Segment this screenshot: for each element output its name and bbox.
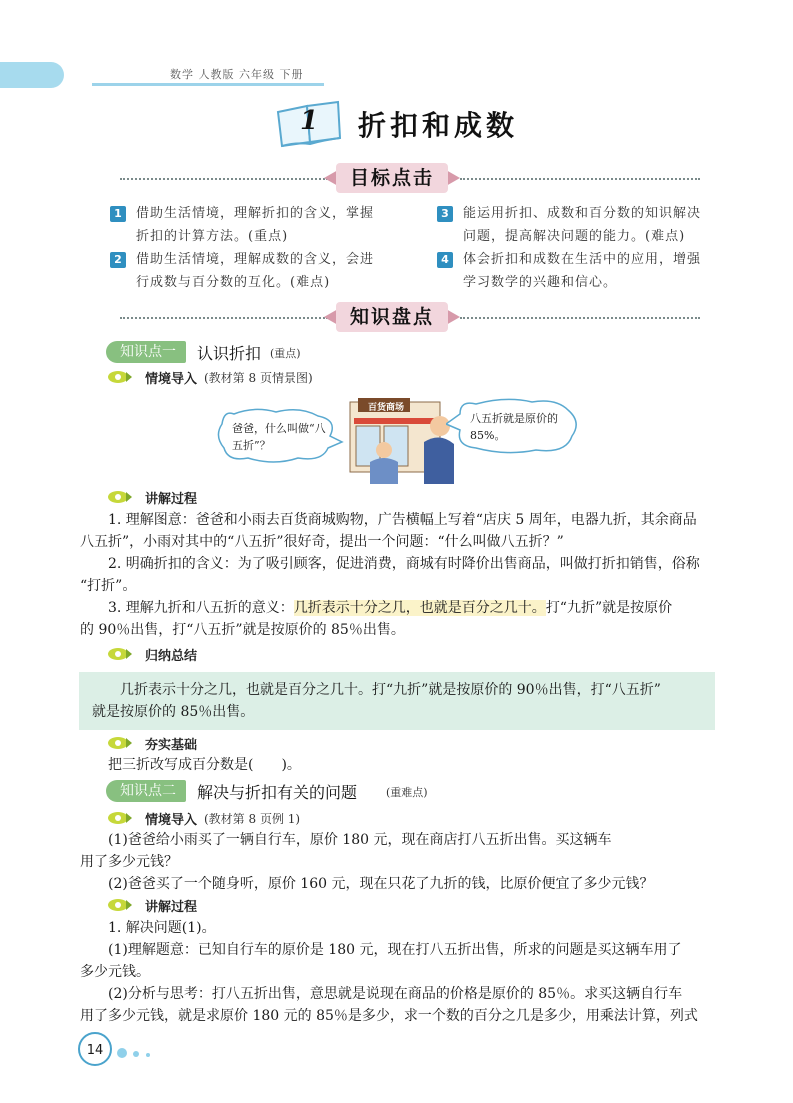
- goal-number-2: 2: [110, 252, 126, 268]
- book-label: 数学 人教版 六年级 下册: [170, 68, 304, 81]
- divider-left-2: [120, 317, 328, 319]
- explain2-s1: 1. 解决问题(1)。: [108, 920, 216, 936]
- header-rule: [92, 83, 324, 86]
- explain1-p2b: “打折”。: [80, 578, 137, 594]
- bullet-icon: [108, 371, 132, 383]
- goal-4: [463, 248, 701, 294]
- goal-2: [136, 248, 374, 294]
- page-dot: [133, 1051, 139, 1057]
- kp1-title: 认识折扣: [197, 344, 262, 363]
- summary-line2: 就是按原价的 85％出售。: [92, 704, 255, 720]
- bullet-icon: [108, 737, 132, 749]
- explain1-label: 讲解过程: [145, 492, 198, 507]
- kp1-sub: (重点): [270, 347, 301, 360]
- ribbon-right-2: [446, 309, 460, 325]
- intro2-sub: (教材第 8 页例 1): [204, 812, 301, 826]
- explain1-p1a: 1. 理解图意：爸爸和小雨去百货商城购物，广告横幅上写着“店庆 5 周年，电器九折，其余商品: [108, 512, 697, 528]
- divider-left: [120, 178, 328, 180]
- bullet-icon: [108, 899, 132, 911]
- intro2-q1b: 用了多少元钱？: [80, 854, 178, 870]
- practice-label: 夯实基础: [145, 738, 198, 753]
- intro2-q1a: (1)爸爸给小雨买了一辆自行车，原价 180 元，现在商店打八五折出售。买这辆车: [108, 832, 612, 848]
- intro2-body: [80, 829, 720, 895]
- ribbon-right: [446, 170, 460, 186]
- goal-4-line1: 体会折扣和成数在生活中的应用，增强: [463, 252, 702, 267]
- goal-1: [136, 202, 374, 248]
- kp1-tag: 知识点一: [106, 341, 186, 363]
- explain1-p3-pre: 3. 理解九折和八五折的意义：: [108, 600, 294, 616]
- page-dot: [117, 1048, 127, 1058]
- intro2-label: 情境导入: [145, 813, 198, 828]
- explain2-body: [80, 917, 720, 1027]
- explain1-p3-highlight: 几折表示十分之几，也就是百分之几十。: [293, 600, 546, 616]
- bullet-icon: [108, 491, 132, 503]
- kp2-tag: 知识点二: [106, 780, 186, 802]
- explain2-s2a: (1)理解题意：已知自行车的原价是 180 元，现在打八五折出售，所求的问题是买这辆车用了: [108, 942, 682, 958]
- divider-right: [460, 178, 700, 180]
- goal-4-line2: 学习数学的兴趣和信心。: [463, 275, 618, 290]
- explain1-p3a: [80, 597, 720, 619]
- bubble-right-text: 八五折就是原价的85%。: [470, 412, 558, 442]
- explain1-p3-post: 打“九折”就是按原价: [545, 600, 673, 616]
- illustration: [214, 392, 582, 484]
- goal-1-line2: 折扣的计算方法。(重点): [136, 229, 289, 244]
- goal-3-line2: 问题，提高解决问题的能力。(难点): [463, 229, 686, 244]
- goal-3: [463, 202, 701, 248]
- page-dot: [146, 1053, 150, 1057]
- explain1-p3b: 的 90％出售，打“八五折”就是按原价的 85％出售。: [80, 622, 405, 638]
- header-tab: [0, 62, 64, 88]
- goal-2-line2: 行成数与百分数的互化。(难点): [136, 275, 331, 290]
- explain2-label: 讲解过程: [145, 900, 198, 915]
- bullet-icon: [108, 648, 132, 660]
- goal-3-line1: 能运用折扣、成数和百分数的知识解决: [463, 206, 702, 221]
- intro1-sub: (教材第 8 页情景图): [204, 371, 313, 385]
- page-number: 14: [78, 1032, 112, 1066]
- bubble-left-text: 爸爸，什么叫做“八五折”？: [232, 422, 326, 452]
- goal-1-line1: 借助生活情境，理解折扣的含义，掌握: [136, 206, 375, 221]
- explain2-s3b: 用了多少元钱，就是求原价 180 元的 85％是多少，求一个数的百分之几是多少，用乘法计算，列式: [80, 1008, 698, 1024]
- explain1-p2a: 2. 明确折扣的含义：为了吸引顾客，促进消费，商城有时降价出售商品，叫做打折扣销售，俗称: [108, 556, 700, 572]
- kp2-sub: (重难点): [386, 786, 428, 799]
- goal-number-1: 1: [110, 206, 126, 222]
- goal-number-4: 4: [437, 252, 453, 268]
- knowledge-banner: 知识盘点: [336, 302, 448, 332]
- bullet-icon: [108, 812, 132, 824]
- intro1-label: 情境导入: [145, 372, 198, 387]
- summary-text: [92, 679, 712, 723]
- chapter-title: 折扣和成数: [358, 109, 519, 142]
- summary-line1: 几折表示十分之几，也就是百分之几十。打“九折”就是按原价的 90％出售，打“八五折”: [120, 682, 661, 698]
- practice-text: 把三折改写成百分数是( )。: [108, 757, 301, 773]
- explain1-body: [80, 509, 720, 641]
- explain1-p1b: 八五折”，小雨对其中的“八五折”很好奇，提出一个问题：“什么叫做八五折？”: [80, 534, 564, 550]
- goal-number-3: 3: [437, 206, 453, 222]
- chapter-number: 1: [300, 106, 319, 136]
- explain2-s2b: 多少元钱。: [80, 964, 150, 980]
- explain2-s3a: (2)分析与思考：打八五折出售，意思就是说现在商品的价格是原价的 85％。求买这辆自行车: [108, 986, 683, 1002]
- summary-label: 归纳总结: [145, 649, 198, 664]
- divider-right-2: [460, 317, 700, 319]
- intro2-q2: (2)爸爸买了一个随身听，原价 160 元，现在只花了九折的钱，比原价便宜了多少元钱？: [108, 876, 654, 892]
- kp2-title: 解决与折扣有关的问题: [197, 783, 358, 802]
- goal-2-line1: 借助生活情境，理解成数的含义，会进: [136, 252, 375, 267]
- store-sign: 百货商场: [367, 403, 404, 413]
- goals-banner: 目标点击: [336, 163, 448, 193]
